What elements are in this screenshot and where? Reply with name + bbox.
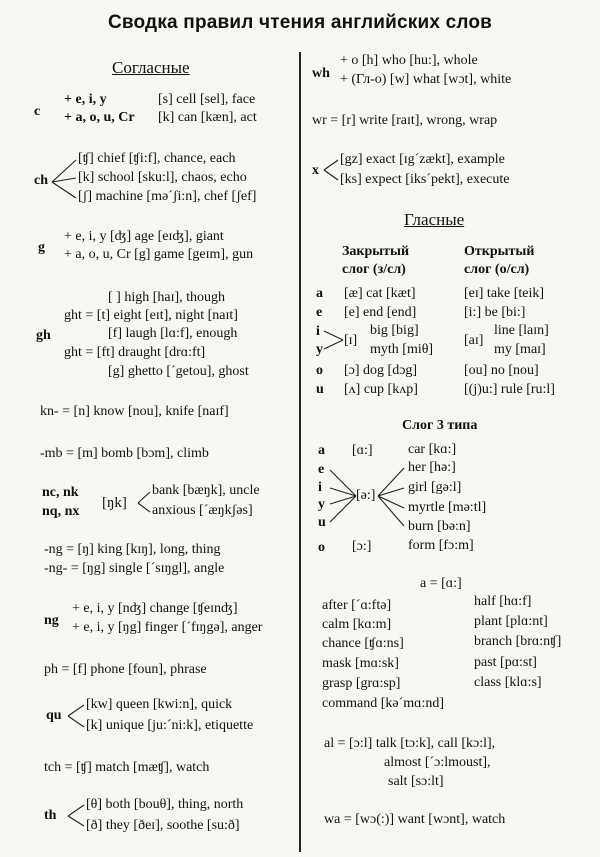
- vowels-heading: Гласные: [404, 210, 465, 229]
- closed-u: [ʌ] cup [kʌp]: [344, 382, 418, 397]
- nk-branch: [138, 503, 150, 512]
- ng-rule-2: -ng- = [ŋg] single [´sɪŋgl], angle: [44, 561, 225, 576]
- aa-right-4: past [pɑ:st]: [474, 655, 537, 670]
- wh-label: wh: [312, 66, 330, 81]
- vowel-y: y: [316, 342, 323, 357]
- closed-syllable-title: Закрытый: [342, 244, 410, 259]
- qu-branch: [68, 705, 84, 716]
- aa-left-6: command [kə´mɑ:nd]: [322, 696, 445, 711]
- aa-left-5: grasp [grɑ:sp]: [322, 676, 401, 691]
- open-a: [eɪ] take [teik]: [464, 286, 545, 301]
- type3-vowel-u: u: [318, 515, 326, 530]
- open-iy-phoneme: [aɪ]: [464, 333, 484, 348]
- type3-branch: [378, 496, 404, 508]
- th-branch: [68, 805, 84, 816]
- qu-branch: [68, 716, 84, 727]
- wa-rule: wa = [wɔ(:)] want [wɔnt], watch: [324, 812, 506, 827]
- type3-vowel-o: o: [318, 540, 325, 555]
- closed-e: [e] end [end]: [344, 305, 417, 320]
- closed-a: [æ] cat [kæt]: [344, 286, 416, 301]
- type3-word-2: girl [gə:l]: [408, 480, 462, 495]
- aa-left-1: after [´ɑ:ftə]: [322, 598, 392, 613]
- x-label: x: [312, 163, 319, 178]
- qu-rule-1: [kw] queen [kwi:n], quick: [86, 697, 233, 712]
- ng-label: ng: [44, 613, 59, 628]
- c-rule-1: [s] cell [sel], face: [158, 92, 256, 107]
- open-o: [ou] no [nou]: [464, 363, 539, 378]
- mb-rule: -mb = [m] bomb [bɔm], climb: [40, 446, 209, 461]
- aa-left-4: mask [mɑ:sk]: [322, 656, 399, 671]
- vowel-e: e: [316, 305, 323, 320]
- ph-rule: ph = [f] phone [foun], phrase: [44, 662, 207, 677]
- ch-rule-1: [ʧ] chief [ʧi:f], chance, each: [78, 151, 236, 166]
- type3-word-3: myrtle [mə:tl]: [408, 500, 487, 515]
- type3-branch: [330, 496, 356, 522]
- ch-branch: [52, 178, 76, 182]
- type3-word-1: her [hə:]: [408, 460, 456, 475]
- gh-rule-3: [f] laugh [lɑ:f], enough: [108, 326, 238, 341]
- column-divider: [299, 52, 301, 852]
- g-label: g: [38, 240, 45, 255]
- ng-rule-4: + e, i, y [ŋg] finger [´fɪŋgə], anger: [72, 620, 263, 635]
- closed-iy-phoneme: [ɪ]: [344, 333, 358, 348]
- open-u: [(j)u:] rule [ru:l]: [464, 382, 555, 397]
- ch-rule-3: [ʃ] machine [mə´ʃi:n], chef [ʃef]: [78, 189, 257, 204]
- c-label: c: [34, 104, 41, 119]
- type3-vowel-y: y: [318, 497, 325, 512]
- type3-o-word: form [fɔ:m]: [408, 538, 474, 553]
- aa-right-3: branch [brɑ:nʧ]: [474, 634, 562, 649]
- type3-branch: [378, 468, 404, 496]
- gh-rule-5: [g] ghetto [´getou], ghost: [108, 364, 249, 379]
- th-rule-2: [ð] they [ðeɪ], soothe [su:ð]: [86, 818, 240, 833]
- x-rule-2: [ks] expect [iks´pekt], execute: [340, 172, 510, 187]
- iy-branch: [324, 340, 343, 349]
- wr-rule: wr = [r] write [raɪt], wrong, wrap: [312, 113, 498, 128]
- type3-vowel-e: e: [318, 462, 325, 477]
- nk-label-2: nq, nx: [42, 504, 80, 519]
- x-branch: [324, 170, 338, 180]
- type3-word-4: burn [bə:n]: [408, 519, 471, 534]
- vowel-i: i: [316, 324, 320, 339]
- closed-o: [ɔ] dog [dɔg]: [344, 363, 418, 378]
- gh-rule-2: ght = [t] eight [eɪt], night [naɪt]: [64, 308, 238, 323]
- vowel-o: o: [316, 363, 323, 378]
- nk-rule-1: bank [bæŋk], uncle: [152, 483, 260, 498]
- ch-rule-2: [k] school [sku:l], chaos, echo: [78, 170, 247, 185]
- open-i: line [laɪn]: [494, 323, 549, 338]
- nk-label-1: nc, nk: [42, 485, 79, 500]
- qu-rule-2: [k] unique [ju:´ni:k], etiquette: [86, 718, 254, 733]
- closed-i: big [big]: [370, 323, 419, 338]
- ng-rule-3: + e, i, y [nʤ] change [ʧeɪnʤ]: [72, 601, 238, 616]
- th-rule-1: [θ] both [bouθ], thing, north: [86, 797, 244, 812]
- x-branch: [324, 160, 338, 170]
- nk-rule-2: anxious [´æŋkʃəs]: [152, 503, 253, 518]
- th-label: th: [44, 808, 57, 823]
- ng-rule-1: -ng = [ŋ] king [kɪŋ], long, thing: [44, 542, 221, 557]
- aa-title: a = [ɑ:]: [420, 576, 462, 591]
- c-cond-1: + e, i, y: [64, 92, 107, 107]
- open-syllable-title: Открытый: [464, 244, 535, 259]
- nk-branch: [138, 492, 150, 503]
- closed-syllable-sub: слог (з/сл): [342, 262, 406, 277]
- gh-rule-1: [ ] high [haɪ], though: [108, 290, 226, 305]
- gh-rule-4: ght = [ft] draught [drɑ:ft]: [64, 345, 206, 360]
- x-rule-1: [gz] exact [ɪg´zækt], example: [340, 152, 505, 167]
- type3-er-phoneme: [ə:]: [356, 488, 376, 503]
- al-rule-2: almost [´ɔ:lmoust],: [384, 755, 491, 770]
- vowel-a: a: [316, 286, 323, 301]
- aa-right-5: class [klɑ:s]: [474, 675, 542, 690]
- type3-branch: [378, 488, 404, 496]
- tch-rule: tch = [ʧ] match [mæʧ], watch: [44, 760, 210, 775]
- al-rule-1: al = [ɔ:l] talk [tɔ:k], call [kɔ:l],: [324, 736, 496, 751]
- aa-left-2: calm [kɑ:m]: [322, 617, 392, 632]
- al-rule-3: salt [sɔ:lt]: [388, 774, 444, 789]
- th-branch: [68, 816, 84, 826]
- open-y: my [maɪ]: [494, 342, 546, 357]
- open-syllable-sub: слог (о/сл): [464, 262, 530, 277]
- c-rule-2: [k] can [kæn], act: [158, 110, 257, 125]
- type3-branch: [330, 470, 356, 496]
- aa-right-1: half [hɑ:f]: [474, 594, 532, 609]
- g-rule-2: + a, o, u, Cr [g] game [geɪm], gun: [64, 247, 254, 262]
- wh-rule-2: + (Гл-о) [w] what [wɔt], white: [340, 72, 512, 87]
- aa-right-2: plant [plɑ:nt]: [474, 614, 548, 629]
- ch-branch: [52, 160, 76, 182]
- iy-branch: [324, 331, 343, 340]
- type3-vowel-a: a: [318, 443, 325, 458]
- type3-a-phoneme: [ɑ:]: [352, 443, 373, 458]
- nk-phoneme: [ŋk]: [102, 495, 127, 511]
- consonants-heading: Согласные: [112, 58, 190, 77]
- g-rule-1: + e, i, y [ʤ] age [eɪʤ], giant: [64, 229, 224, 244]
- type3-branch: [330, 488, 356, 496]
- type3-a-word: car [kɑ:]: [408, 442, 457, 457]
- type3-title: Слог 3 типа: [402, 418, 478, 433]
- type3-o-phoneme: [ɔ:]: [352, 539, 372, 554]
- ch-label: ch: [34, 173, 48, 188]
- aa-left-3: chance [ʧɑ:ns]: [322, 636, 404, 651]
- ch-branch: [52, 182, 76, 198]
- type3-branch: [378, 496, 404, 526]
- page-title: Сводка правил чтения английских слов: [107, 12, 493, 33]
- type3-branch: [330, 496, 356, 504]
- wh-rule-1: + o [h] who [hu:], whole: [340, 53, 478, 68]
- vowel-u: u: [316, 382, 324, 397]
- kn-rule: kn- = [n] know [nou], knife [naɪf]: [40, 404, 229, 419]
- type3-vowel-i: i: [318, 480, 322, 495]
- open-e: [i:] be [bi:]: [464, 305, 526, 320]
- gh-label: gh: [36, 328, 51, 343]
- qu-label: qu: [46, 708, 62, 723]
- closed-y: myth [miθ]: [370, 342, 434, 357]
- c-cond-2: + a, o, u, Cr: [64, 110, 135, 125]
